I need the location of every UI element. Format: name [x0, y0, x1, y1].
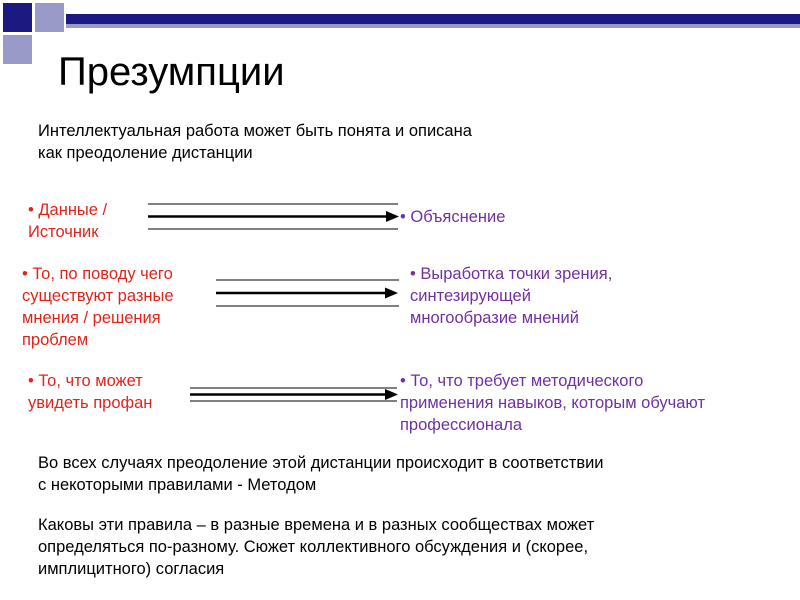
arrow-3: [190, 388, 398, 401]
rules-text: Каковы эти правила – в разные времена и в разных сообществах может определяться по-разному. Сюжет коллективного обсуждения и (скорее, имплицитного) согласия: [38, 516, 595, 578]
pair-3-right: • То, что требует методического применения навыков, которым обучают профессионала: [400, 372, 706, 434]
intro-text: Интеллектуальная работа может быть понята и описана как преодоление дистанции: [38, 122, 472, 162]
pair-2-left: • То, по поводу чего существуют разные мнения / решения проблем: [22, 265, 174, 349]
pair-1-left: • Данные / Источник: [28, 201, 108, 241]
arrow-2: [216, 280, 399, 306]
conclusion-text: Во всех случаях преодоление этой дистанции происходит в соответствии с некоторыми правилами - Методом: [38, 454, 604, 494]
pair-1-right: • Объяснение: [400, 208, 506, 226]
pair-3-left: • То, что может увидеть профан: [28, 372, 153, 412]
pair-2-right: • Выработка точки зрения, синтезирующей многообразие мнений: [410, 265, 613, 327]
slide-title: Презумпции: [58, 50, 285, 94]
arrow-1: [148, 204, 399, 229]
